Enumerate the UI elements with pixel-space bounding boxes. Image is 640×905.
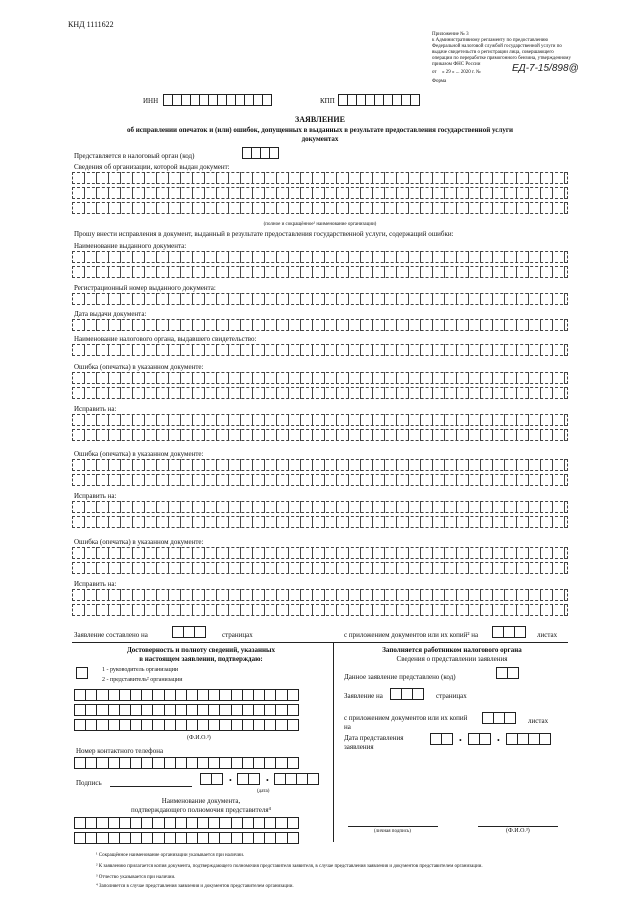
date-separator: •: [266, 776, 269, 785]
submit-date-label-2: заявления: [344, 743, 374, 751]
error-1-label: Ошибка (опечатка) в указанном документе:: [74, 363, 204, 371]
signer-option-2: 2 - представитель² организации: [102, 677, 183, 683]
error-2-label: Ошибка (опечатка) в указанном документе:: [74, 450, 204, 458]
confirm-title-2: в настоящем заявлении, подтверждаю:: [139, 655, 263, 663]
submit-code-cells[interactable]: [496, 667, 518, 679]
fix-3-row-1[interactable]: [72, 589, 568, 601]
knd-code: КНД 1111622: [68, 20, 114, 29]
char-cell[interactable]: [287, 832, 299, 844]
org-name-row-1[interactable]: [72, 172, 568, 184]
error-2-row-2[interactable]: [72, 474, 568, 486]
date-year-cells[interactable]: [274, 773, 318, 785]
fix-2-row-2[interactable]: [72, 516, 568, 528]
form-label: Форма: [432, 79, 447, 84]
date-separator: •: [497, 736, 500, 745]
char-cell[interactable]: [287, 757, 299, 769]
order-prefix: от: [432, 70, 437, 75]
staff-attach-cells[interactable]: [482, 712, 515, 724]
fix-1-row-1[interactable]: [72, 414, 568, 426]
staff-fio-caption: (Ф.И.О.³): [506, 828, 530, 834]
staff-fio-line[interactable]: [478, 826, 558, 827]
error-3-row-1[interactable]: [72, 547, 568, 559]
appendix-line: Федеральной налоговой службой государственной услуги по: [432, 44, 562, 49]
fix-2-row-1[interactable]: [72, 501, 568, 513]
org-name-row-3[interactable]: [72, 202, 568, 214]
fio-row-3[interactable]: [74, 719, 298, 731]
order-date: « 29 » ... 2020 г. №: [442, 70, 481, 75]
submit-day-cells[interactable]: [430, 733, 452, 745]
fio-row-1[interactable]: [74, 689, 298, 701]
char-cell[interactable]: [412, 688, 424, 700]
error-2-row-1[interactable]: [72, 459, 568, 471]
error-3-row-2[interactable]: [72, 562, 568, 574]
footnote-1: ¹ Сокращённое наименование организации указывается при наличии.: [96, 853, 245, 858]
signer-option-1: 1 - руководитель организации: [102, 667, 179, 673]
staff-attach-label-2: на: [344, 723, 351, 731]
staff-signature-line[interactable]: [348, 826, 438, 827]
staff-title: Заполняется работником налогового органа: [382, 646, 522, 654]
submit-year-cells[interactable]: [506, 733, 550, 745]
reg-number-row[interactable]: [72, 293, 568, 305]
fio-caption: (Ф.И.О.³): [187, 735, 211, 741]
org-name-row-2[interactable]: [72, 187, 568, 199]
submit-month-cells[interactable]: [468, 733, 490, 745]
appendix-line: к Административному регламенту по предоставлению: [432, 38, 549, 43]
appendix-line: Приложение № 3: [432, 32, 469, 37]
inn-label: ИНН: [143, 97, 159, 105]
date-separator: •: [229, 776, 232, 785]
form-subtitle-2: документах: [301, 135, 339, 143]
submit-date-label: Дата представления: [344, 734, 404, 742]
signer-type-cell[interactable]: [76, 667, 87, 679]
section-divider: [72, 642, 568, 643]
date-caption: (дата): [257, 789, 270, 794]
char-cell[interactable]: [514, 626, 526, 638]
org-info-label: Сведения об организации, которой выдан документ:: [74, 163, 230, 171]
char-cell[interactable]: [479, 733, 491, 745]
fix-3-label: Исправить на:: [74, 580, 117, 588]
authority-doc-label-2: подтверждающего полномочия представителя⁴: [130, 806, 271, 814]
pages-cells[interactable]: [172, 626, 205, 638]
doc-name-row-2[interactable]: [72, 266, 568, 278]
authority-doc-row-2[interactable]: [74, 832, 298, 844]
request-text: Прошу внести исправления в документ, выданный в результате предоставления государственной услуги, содержащий ошибки:: [74, 230, 454, 238]
doc-name-row-1[interactable]: [72, 251, 568, 263]
pages-suffix: страницах: [222, 631, 253, 639]
tax-organ-name-row[interactable]: [72, 344, 568, 356]
column-divider: [333, 642, 334, 842]
date-separator: •: [459, 736, 462, 745]
char-cell[interactable]: [76, 667, 88, 679]
date-month-cells[interactable]: [237, 773, 259, 785]
fio-row-2[interactable]: [74, 704, 298, 716]
error-1-row-1[interactable]: [72, 372, 568, 384]
appendix-line: операции по переработке прямогонного бензина, утвержденному: [432, 56, 571, 61]
staff-pages-cells[interactable]: [390, 688, 423, 700]
appendix-line: приказом ФНС России: [432, 62, 481, 67]
staff-subtitle: Сведения о представлении заявления: [396, 655, 508, 663]
footnote-4: ⁴ Заполняется в случае представления заявления и документов представителем организации.: [96, 884, 294, 889]
error-1-row-2[interactable]: [72, 387, 568, 399]
form-subtitle: об исправлении опечаток и (или) ошибок, допущенных в выданных в результате предоставления государственной услуги: [126, 126, 514, 134]
issue-date-row[interactable]: [72, 319, 568, 331]
confirm-title: Достоверность и полноту сведений, указанных: [126, 646, 275, 654]
error-3-label: Ошибка (опечатка) в указанном документе:: [74, 538, 204, 546]
char-cell[interactable]: [410, 94, 420, 106]
tax-organ-name-label: Наименование налогового органа, выдавшего свидетельство:: [74, 335, 257, 343]
kpp-cells[interactable]: [338, 94, 419, 106]
order-number-handwritten: ЕД-7-15/898@: [512, 63, 579, 74]
inn-cells[interactable]: [163, 94, 271, 106]
form-title: ЗАЯВЛЕНИЕ: [295, 115, 345, 124]
doc-name-label: Наименование выданного документа:: [74, 242, 187, 250]
char-cell[interactable]: [504, 712, 516, 724]
fix-3-row-2[interactable]: [72, 604, 568, 616]
char-cell[interactable]: [441, 733, 453, 745]
char-cell[interactable]: [287, 817, 299, 829]
char-cell[interactable]: [287, 704, 299, 716]
char-cell[interactable]: [507, 667, 519, 679]
staff-pages-suffix: страницах: [436, 692, 467, 700]
submit-code-label: Данное заявление представлено (код): [344, 673, 456, 681]
signature-line[interactable]: [110, 786, 192, 787]
attach-suffix: листах: [537, 631, 558, 639]
char-cell[interactable]: [287, 719, 299, 731]
char-cell[interactable]: [539, 733, 551, 745]
tax-organ-label: Представляется в налоговый орган (код): [74, 152, 195, 160]
kpp-label: КПП: [320, 97, 335, 105]
attach-prefix: с приложением документов или их копий² на: [344, 631, 479, 639]
tax-organ-code-cells[interactable]: [242, 147, 278, 159]
staff-attach-suffix: листах: [528, 717, 549, 725]
char-cell[interactable]: [269, 147, 279, 159]
sign-label: Подпись: [76, 779, 102, 787]
fix-2-label: Исправить на:: [74, 492, 117, 500]
authority-doc-label: Наименование документа,: [161, 797, 241, 805]
char-cell[interactable]: [194, 626, 206, 638]
char-cell[interactable]: [287, 689, 299, 701]
char-cell[interactable]: [211, 773, 223, 785]
phone-cells[interactable]: [74, 757, 298, 769]
phone-label: Номер контактного телефона: [76, 747, 164, 755]
staff-signature-caption: (личная подпись): [374, 829, 411, 834]
reg-number-label: Регистрационный номер выданного документа:: [74, 284, 216, 292]
footnote-2: ² К заявлению прилагается копия документа, подтверждающего полномочия представителя заявителя, в случае представления заявления и документов представителем организации.: [96, 864, 483, 869]
issue-date-label: Дата выдачи документа:: [74, 310, 147, 318]
staff-attach-label: с приложением документов или их копий: [344, 714, 468, 722]
date-day-cells[interactable]: [200, 773, 222, 785]
pages-prefix: Заявление составлено на: [74, 631, 148, 639]
org-name-caption: (полное и сокращённое¹ наименование организации): [263, 222, 377, 227]
staff-pages-prefix: Заявление на: [344, 692, 383, 700]
char-cell[interactable]: [262, 94, 272, 106]
appendix-line: выдаче свидетельств о регистрации лица, совершающего: [432, 50, 554, 55]
fix-1-row-2[interactable]: [72, 429, 568, 441]
authority-doc-row-1[interactable]: [74, 817, 298, 829]
fix-1-label: Исправить на:: [74, 405, 117, 413]
attach-cells[interactable]: [492, 626, 525, 638]
char-cell[interactable]: [307, 773, 319, 785]
footnote-3: ³ Отчество указывается при наличии.: [96, 875, 176, 880]
char-cell[interactable]: [248, 773, 260, 785]
